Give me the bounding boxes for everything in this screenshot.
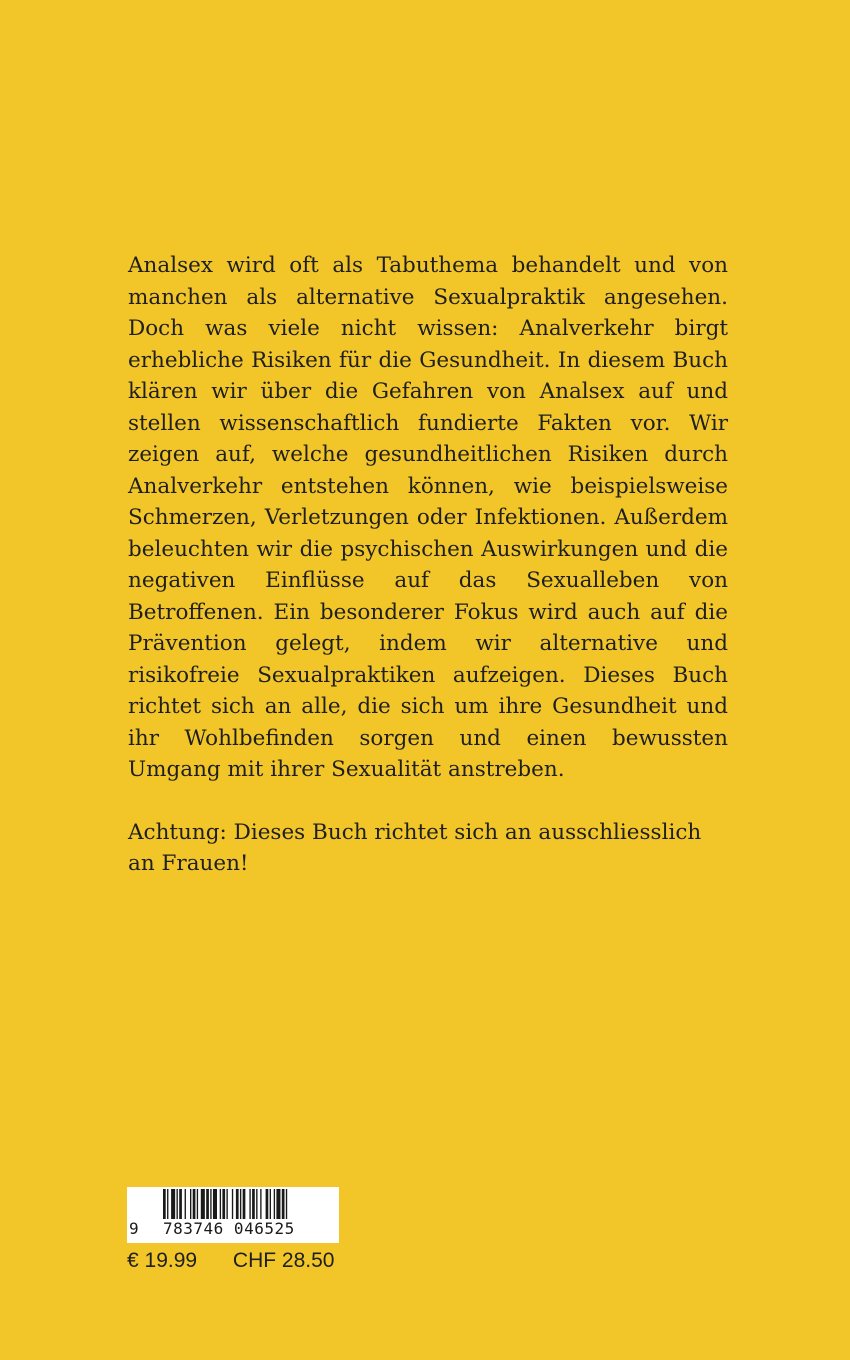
- barcode-bar: [179, 1189, 182, 1219]
- barcode-bar: [249, 1189, 250, 1219]
- barcode-bar: [197, 1189, 198, 1219]
- barcode-bar: [177, 1189, 178, 1219]
- barcode-bar: [190, 1189, 191, 1219]
- barcode-bar: [236, 1189, 239, 1219]
- barcode-bar: [232, 1189, 233, 1219]
- blurb-text-block: [128, 250, 728, 880]
- barcode-bar: [260, 1189, 261, 1219]
- barcode-bars: [163, 1189, 331, 1219]
- isbn-prefix-digit: 9: [129, 1219, 140, 1238]
- price-eur: € 19.99: [127, 1249, 198, 1272]
- barcode-bar: [167, 1189, 168, 1219]
- barcode-bar: [256, 1189, 257, 1219]
- barcode-bar: [252, 1189, 255, 1219]
- barcode-bar: [266, 1189, 269, 1219]
- barcode-bar: [243, 1189, 246, 1219]
- barcode-bar: [210, 1189, 211, 1219]
- barcode-bar: [171, 1189, 175, 1219]
- barcode-bar: [193, 1189, 196, 1219]
- barcode-bar: [226, 1189, 227, 1219]
- blurb-paragraph: Analsex wird oft als Tabuthema behandelt und von manchen als alternative Sexualpraktik angesehen. Doch was viele nicht wissen: Analverkehr birgt erhebliche Risiken für die Gesundheit. In diesem Buch klären wir über die Gefahren von Analsex auf und stellen wissenschaftlich fundierte Fakten vor. Wir zeigen auf, welche gesundheitlichen Risiken durch Analverkehr entstehen können, wie beispielsweise Schmerzen, Verletzungen oder Infektionen. Außerdem beleuchten wir die psychischen Auswirkungen und die negativen Einflüsse auf das Sexualleben von Betroffenen. Ein besonderer Fokus wird auch auf die Prävention gelegt, indem wir alternative und risikofreie Sexualpraktiken aufzeigen. Dieses Buch richtet sich an alle, die sich um ihre Gesundheit und ihr Wohlbefinden sorgen und einen bewussten Umgang mit ihrer Sexualität anstreben.: [128, 253, 728, 782]
- barcode-bar: [201, 1189, 205, 1219]
- barcode-bar: [220, 1189, 221, 1219]
- price-line: [127, 1247, 334, 1275]
- barcode-bar: [206, 1189, 209, 1219]
- barcode-bar: [286, 1189, 287, 1219]
- barcode-bar: [185, 1189, 186, 1219]
- barcode-bar: [240, 1189, 241, 1219]
- notice-paragraph: Achtung: Dieses Buch richtet sich an ausschliesslich an Frauen!: [128, 819, 702, 876]
- barcode-bar: [222, 1189, 225, 1219]
- barcode-bar: [276, 1189, 280, 1219]
- barcode-bar: [163, 1189, 166, 1219]
- barcode-bar: [270, 1189, 271, 1219]
- price-chf: CHF 28.50: [232, 1249, 335, 1272]
- barcode-bar: [282, 1189, 285, 1219]
- isbn-number: 783746 046525: [163, 1219, 295, 1238]
- barcode-bar: [274, 1189, 275, 1219]
- barcode-bar: [213, 1189, 217, 1219]
- isbn-barcode: [127, 1187, 339, 1243]
